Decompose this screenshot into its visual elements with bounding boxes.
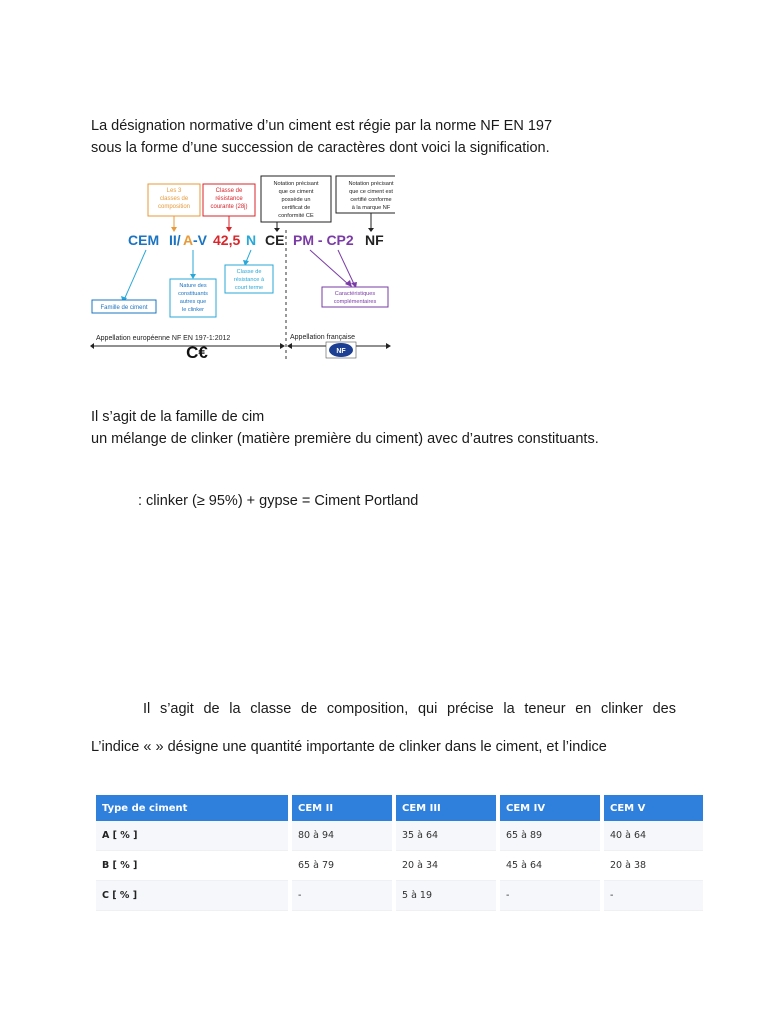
box-resistance-line-2: courante (28j) bbox=[210, 204, 248, 210]
portland-line: : clinker (≥ 95%) + gypse = Ciment Portland bbox=[138, 493, 419, 509]
table-cell: 20 à 38 bbox=[604, 851, 703, 881]
box-ce-line-3: certificat de bbox=[281, 205, 311, 211]
label-appellation-europeenne: Appellation européenne NF EN 197-1:2012 bbox=[96, 335, 231, 342]
box-nf-line-0: Notation précisant bbox=[348, 181, 394, 187]
table-header-row bbox=[96, 795, 703, 821]
table-cell: 35 à 64 bbox=[396, 821, 496, 851]
box-ce-line-4: conformité CE bbox=[278, 213, 314, 219]
table-cell: - bbox=[292, 881, 392, 911]
box-nature-line-3: le clinker bbox=[181, 307, 205, 313]
table-cell: 80 à 94 bbox=[292, 821, 392, 851]
code-ii: II/ bbox=[169, 232, 181, 248]
table-row bbox=[96, 851, 703, 881]
box-classes-line-2: composition bbox=[157, 204, 191, 210]
cement-composition-table bbox=[92, 795, 707, 911]
box-nf-line-1: que ce ciment est bbox=[349, 189, 393, 195]
table-cell: 65 à 89 bbox=[500, 821, 600, 851]
box-resistance-line-0: Classe de bbox=[215, 188, 243, 194]
box-short-line-0: Classe de bbox=[236, 269, 262, 275]
header-cem-iv: CEM IV bbox=[500, 795, 600, 821]
box-nature-line-0: Nature des bbox=[179, 283, 207, 289]
cement-designation-diagram bbox=[90, 172, 395, 367]
table-cell: - bbox=[500, 881, 600, 911]
table-row bbox=[96, 821, 703, 851]
box-ce-line-2: possède un bbox=[281, 197, 311, 203]
row-label: B [ % ] bbox=[96, 851, 288, 881]
code-v: -V bbox=[193, 232, 207, 248]
table-cell: 40 à 64 bbox=[604, 821, 703, 851]
table-cell: 20 à 34 bbox=[396, 851, 496, 881]
nf-logo-text: NF bbox=[336, 348, 346, 355]
intro-line-2: sous la forme d’une succession de caractères dont voici la signification. bbox=[91, 140, 550, 156]
intro-line-1: La désignation normative d’un ciment est régie par la norme NF EN 197 bbox=[91, 118, 553, 134]
box-ce-line-0: Notation précisant bbox=[273, 181, 319, 187]
code-n: N bbox=[246, 232, 257, 248]
composition-class-line: Il s’agit de la classe de composition, qui précise la teneur en clinker des bbox=[143, 701, 676, 717]
code-nf: NF bbox=[365, 232, 384, 248]
label-appellation-francaise: Appellation française bbox=[290, 334, 355, 341]
box-classes-line-0: Les 3 bbox=[166, 188, 182, 194]
box-resistance-line-1: résistance bbox=[215, 196, 243, 202]
code-425: 42,5 bbox=[213, 232, 241, 248]
code-cem: CEM bbox=[128, 232, 160, 248]
family-line-2: un mélange de clinker (matière première du ciment) avec d’autres constituants. bbox=[91, 431, 599, 447]
ce-mark-logo: C€ bbox=[186, 343, 208, 362]
indice-line: L’indice « » désigne une quantité importante de clinker dans le ciment, et l’indice bbox=[91, 739, 607, 755]
code-ce: CE bbox=[265, 232, 285, 248]
header-cem-v: CEM V bbox=[604, 795, 703, 821]
code-pm: PM - CP2 bbox=[293, 232, 354, 248]
table-cell: 65 à 79 bbox=[292, 851, 392, 881]
family-line-1: Il s’agit de la famille de cim bbox=[91, 409, 265, 425]
table-cell: 5 à 19 bbox=[396, 881, 496, 911]
box-short-line-2: court terme bbox=[234, 285, 264, 291]
table-row bbox=[96, 881, 703, 911]
box-short-line-1: résistance à bbox=[233, 277, 265, 283]
box-family-label: Famille de ciment bbox=[100, 305, 148, 311]
header-type-ciment: Type de ciment bbox=[96, 795, 288, 821]
row-label: C [ % ] bbox=[96, 881, 288, 911]
box-nature-line-2: autres que bbox=[179, 299, 207, 305]
box-nature-line-1: constituants bbox=[178, 291, 208, 297]
box-nf-line-3: à la marque NF bbox=[351, 205, 391, 211]
header-cem-iii: CEM III bbox=[396, 795, 496, 821]
box-classes-line-1: classes de bbox=[159, 196, 189, 202]
box-compl-line-0: Caractéristiques bbox=[334, 291, 376, 297]
row-label: A [ % ] bbox=[96, 821, 288, 851]
box-nf-line-2: certifié conforme bbox=[350, 197, 392, 203]
header-cem-ii: CEM II bbox=[292, 795, 392, 821]
box-compl-line-1: complémentaires bbox=[333, 299, 377, 305]
table-cell: 45 à 64 bbox=[500, 851, 600, 881]
box-ce-line-1: que ce ciment bbox=[278, 189, 314, 195]
table-cell: - bbox=[604, 881, 703, 911]
code-a: A bbox=[183, 232, 194, 248]
